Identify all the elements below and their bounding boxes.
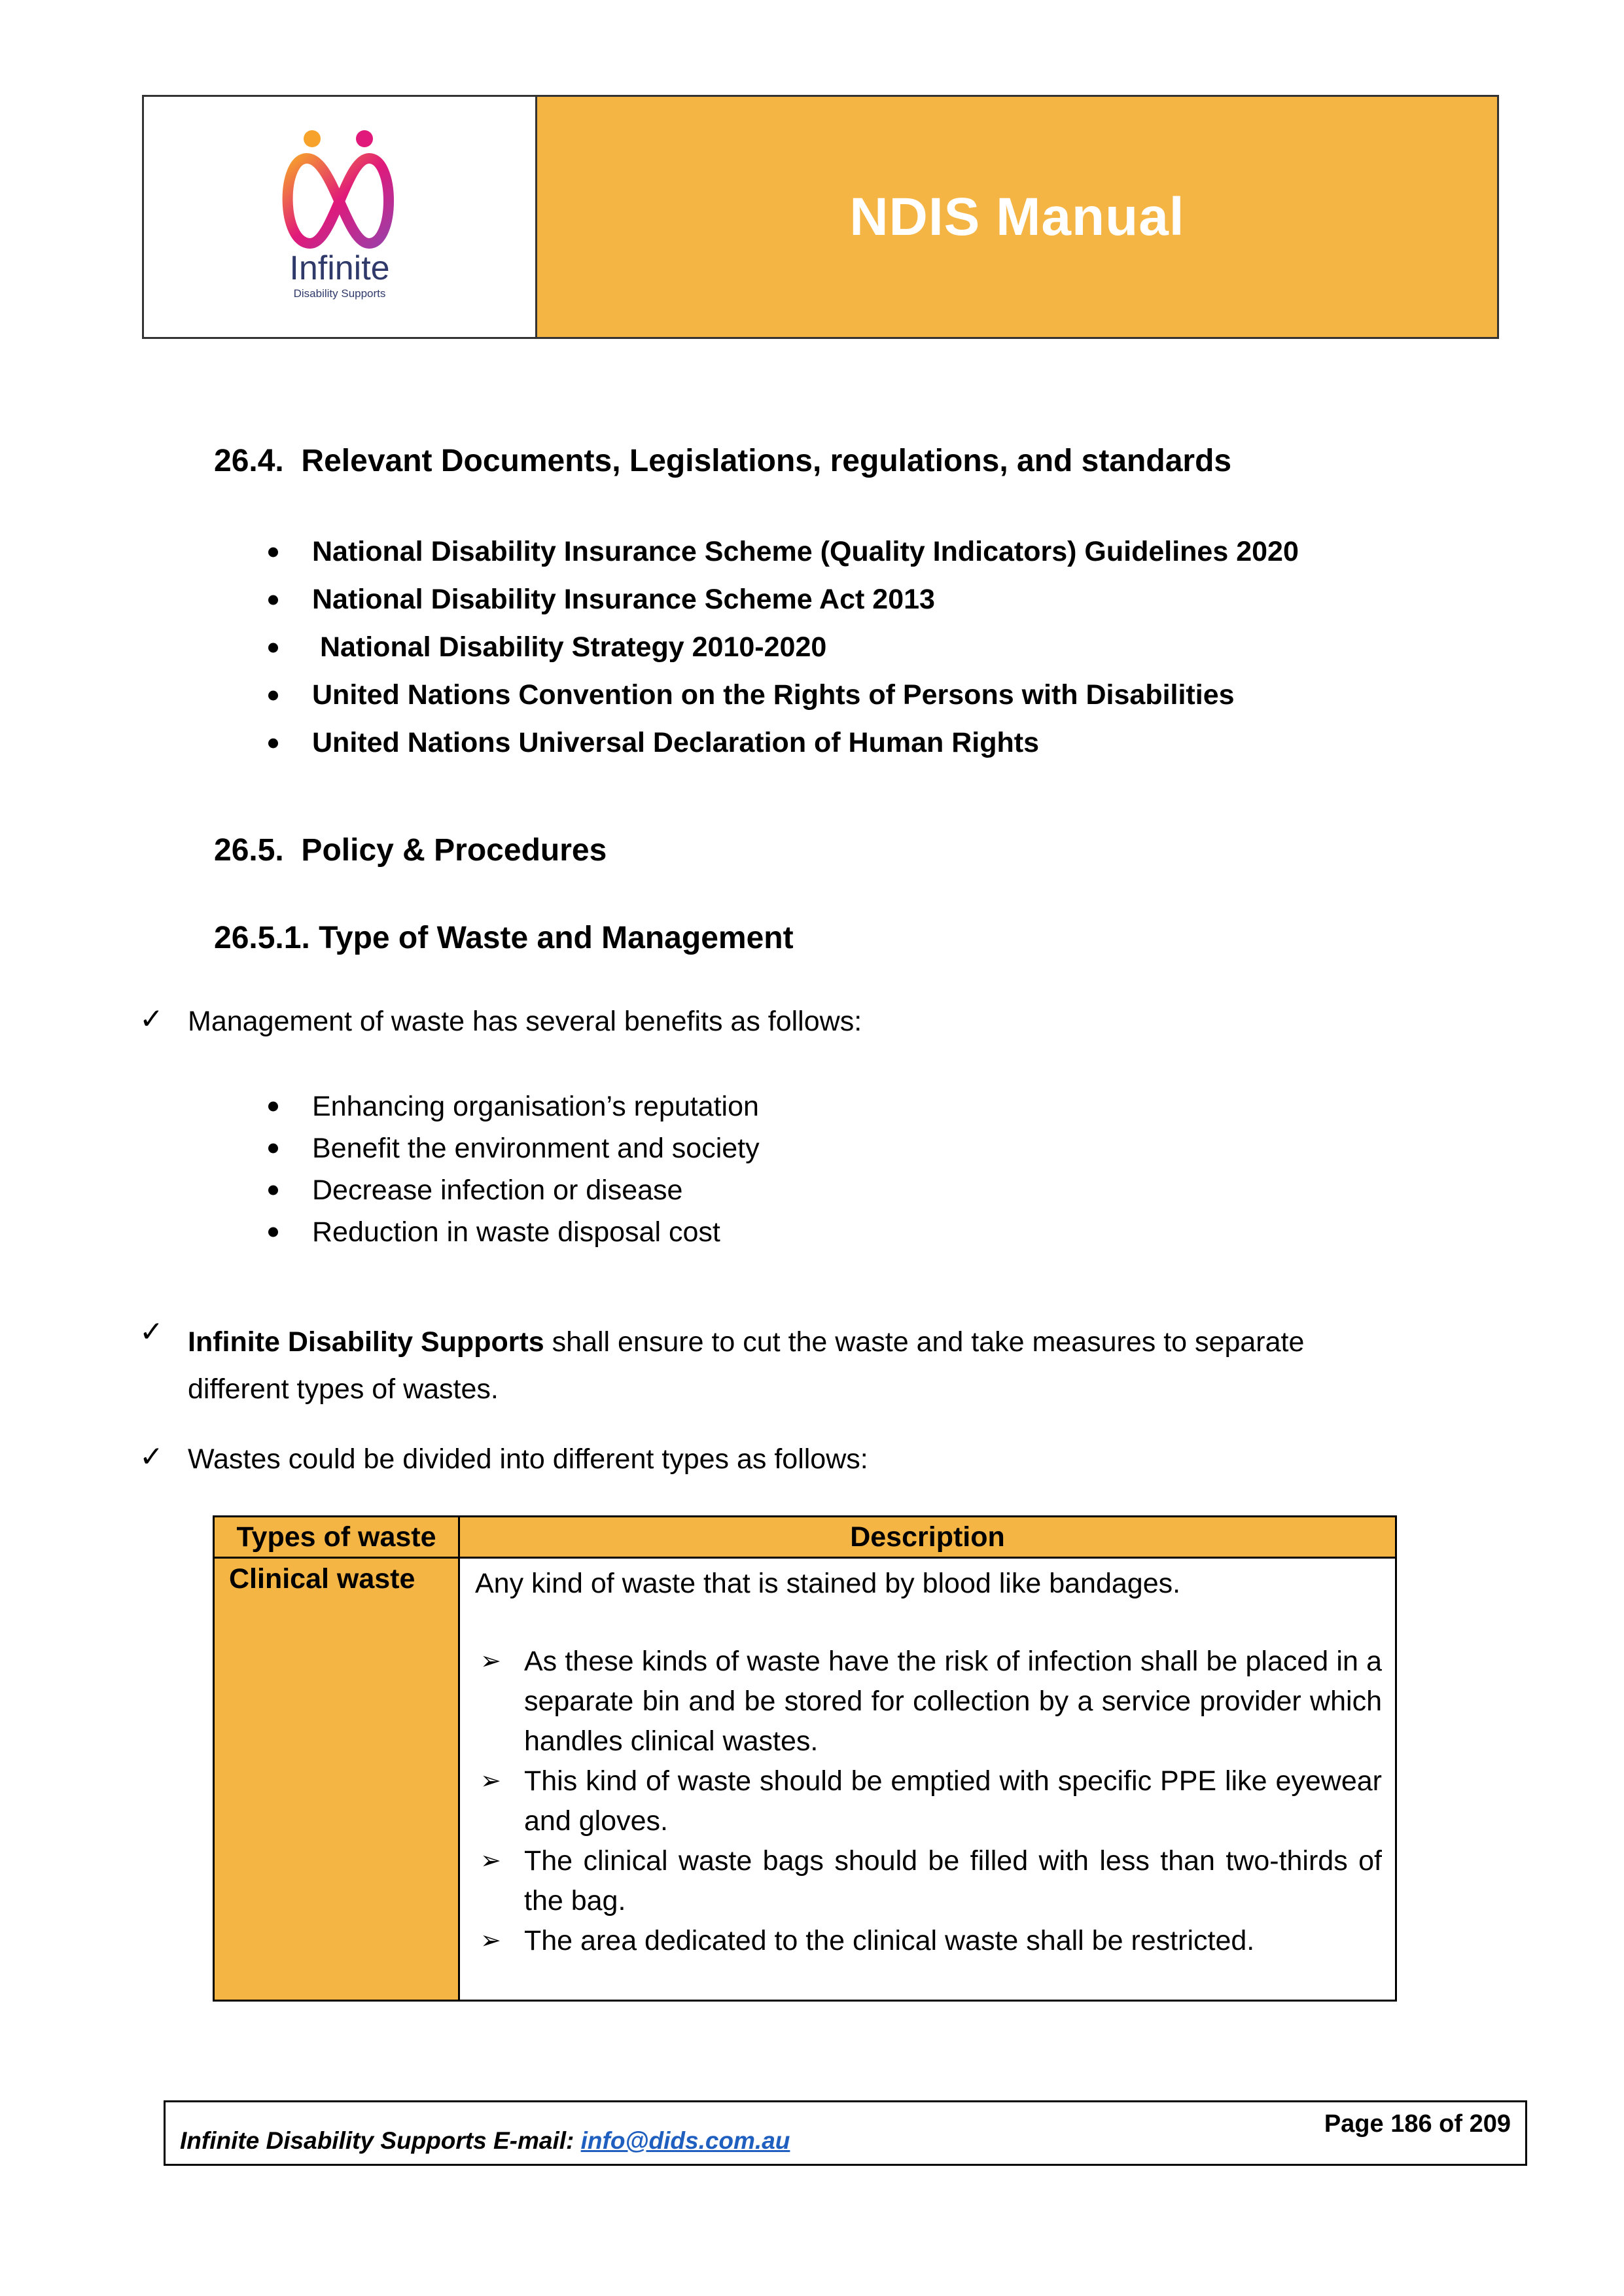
bullet-icon: [268, 1102, 278, 1112]
bullet-icon: [268, 547, 278, 557]
paragraph-line-2: different types of wastes.: [188, 1373, 499, 1405]
bullet-icon: [268, 1186, 278, 1195]
page-number: Page 186 of 209: [1324, 2110, 1511, 2138]
section-26-4-heading: 26.4. Relevant Documents, Legislations, regulations, and standards: [214, 444, 1232, 478]
footer-label: Infinite Disability Supports E-mail:: [180, 2127, 581, 2154]
page-footer: [164, 2100, 1527, 2166]
benefits-intro: Management of waste has several benefits as follows:: [188, 1006, 862, 1037]
benefits-list: [312, 1086, 760, 1253]
footer-contact: [180, 2127, 790, 2155]
description-point: ➢ As these kinds of waste have the risk of infection shall be placed in a separate bin and be stored for collection by a service provider which handles clinical wastes.: [475, 1642, 1382, 1761]
description-point: ➢ The clinical waste bags should be filled with less than two-thirds of the bag.: [475, 1841, 1382, 1921]
checkmark-icon: ✓: [139, 1316, 164, 1348]
arrow-bullet-icon: ➢: [480, 1847, 501, 1875]
waste-types-table: [213, 1515, 1397, 2002]
description-intro: Any kind of waste that is stained by blood like bandages.: [475, 1568, 1181, 1599]
description-point: ➢ This kind of waste should be emptied with specific PPE like eyewear and gloves.: [475, 1761, 1382, 1841]
waste-type-cell: Clinical waste: [229, 1563, 415, 1595]
logo-cell: [144, 97, 537, 337]
list-item: National Disability Insurance Scheme (Quality Indicators) Guidelines 2020: [312, 528, 1299, 576]
column-header-type: Types of waste: [236, 1521, 436, 1553]
checkmark-icon: ✓: [139, 1441, 164, 1473]
bullet-icon: [268, 1227, 278, 1237]
description-point: ➢ The area dedicated to the clinical waste shall be restricted.: [475, 1921, 1382, 1961]
bullet-icon: [268, 643, 278, 652]
paragraph-line-1: Infinite Disability Supports shall ensure to cut the waste and take measures to separate: [188, 1326, 1305, 1358]
arrow-bullet-icon: ➢: [480, 1927, 501, 1954]
email-link[interactable]: info@dids.com.au: [580, 2127, 790, 2154]
list-item: Enhancing organisation’s reputation: [312, 1086, 760, 1127]
document-title: NDIS Manual: [849, 186, 1185, 247]
bullet-icon: [268, 738, 278, 748]
bullet-icon: [268, 690, 278, 700]
bullet-icon: [268, 595, 278, 605]
arrow-bullet-icon: ➢: [480, 1767, 501, 1795]
section-26-5-1-heading: 26.5.1. Type of Waste and Management: [214, 921, 794, 955]
list-item: Benefit the environment and society: [312, 1127, 760, 1169]
column-divider: [458, 1517, 460, 2000]
list-item: Reduction in waste disposal cost: [312, 1211, 760, 1253]
logo-subtitle: Disability Supports: [293, 287, 386, 300]
waste-types-intro: Wastes could be divided into different types as follows:: [188, 1443, 868, 1475]
list-item: National Disability Strategy 2010-2020: [312, 624, 1299, 671]
section-26-5-heading: 26.5. Policy & Procedures: [214, 833, 607, 868]
list-item: Decrease infection or disease: [312, 1169, 760, 1211]
waste-commitment-paragraph: [188, 1318, 1405, 1413]
description-cell: [475, 1563, 1382, 1961]
title-cell: [537, 97, 1497, 337]
logo-wordmark: Infinite: [289, 249, 390, 287]
org-name: Infinite Disability Supports: [188, 1326, 544, 1358]
page-header: [142, 95, 1499, 339]
list-item: United Nations Universal Declaration of Human Rights: [312, 719, 1299, 767]
bullet-icon: [268, 1144, 278, 1154]
type-column-fill: [215, 1559, 458, 2000]
infinite-logo: [261, 119, 418, 315]
arrow-bullet-icon: ➢: [480, 1648, 501, 1675]
checkmark-icon: ✓: [139, 1003, 164, 1035]
column-header-description: Description: [850, 1521, 1005, 1553]
list-item: United Nations Convention on the Rights of Persons with Disabilities: [312, 671, 1299, 719]
list-item: National Disability Insurance Scheme Act 2013: [312, 576, 1299, 624]
legislation-list: [312, 528, 1299, 767]
